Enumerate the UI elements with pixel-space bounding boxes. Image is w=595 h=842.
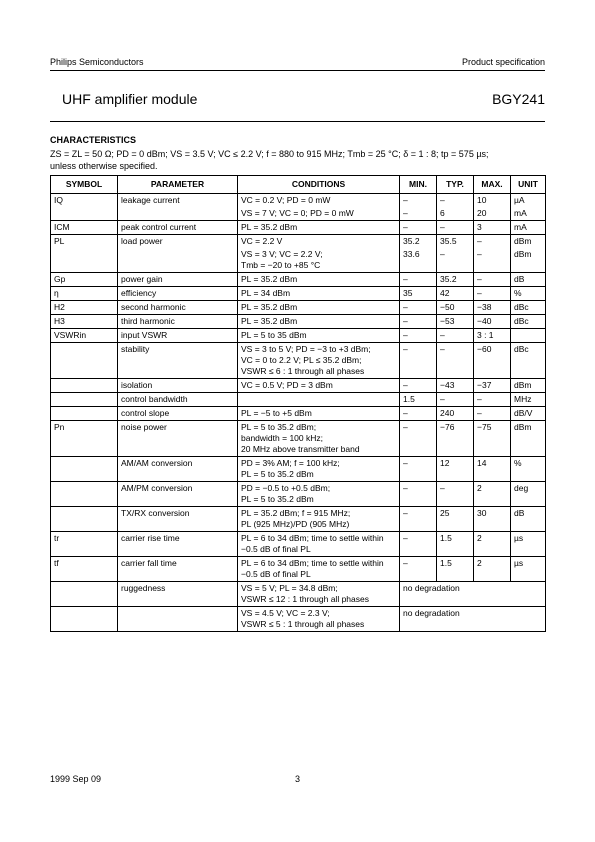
cell-typ: −53 <box>437 315 474 329</box>
cell-symbol: PL <box>51 235 118 249</box>
cell-symbol: IQ <box>51 194 118 208</box>
cell-conditions: VS = 3 to 5 V; PD = −3 to +3 dBm; VC = 0 to 2.2 V; PL ≤ 35.2 dBm; VSWR ≤ 6 : 1 through all phases <box>238 343 400 379</box>
cell-parameter <box>118 248 238 273</box>
cell-typ: 240 <box>437 407 474 421</box>
cell-min: – <box>400 207 437 221</box>
cell-parameter: leakage current <box>118 194 238 208</box>
cell-max: 2 <box>474 482 511 507</box>
characteristics-table <box>50 175 546 632</box>
cell-unit: dBm <box>511 379 546 393</box>
cell-parameter: TX/RX conversion <box>118 507 238 532</box>
footer-page-number: 3 <box>295 774 301 784</box>
page-title: UHF amplifier module <box>62 91 198 107</box>
table-row <box>51 287 546 301</box>
table-row <box>51 194 546 208</box>
table-row <box>51 393 546 407</box>
cell-conditions: PD = −0.5 to +0.5 dBm; PL = 5 to 35.2 dBm <box>238 482 400 507</box>
cell-parameter: isolation <box>118 379 238 393</box>
cell-unit: dB/V <box>511 407 546 421</box>
cell-min: 35 <box>400 287 437 301</box>
column-header: MIN. <box>400 176 437 194</box>
section-heading: CHARACTERISTICS <box>50 135 137 145</box>
cell-typ: −43 <box>437 379 474 393</box>
cell-parameter: input VSWR <box>118 329 238 343</box>
table-row <box>51 329 546 343</box>
cell-typ: – <box>437 482 474 507</box>
cell-min: – <box>400 457 437 482</box>
cell-symbol: H2 <box>51 301 118 315</box>
cell-parameter: efficiency <box>118 287 238 301</box>
header-rule <box>50 70 545 71</box>
table-row <box>51 407 546 421</box>
cell-conditions: PL = 35.2 dBm; f = 915 MHz; PL (925 MHz)/PD (905 MHz) <box>238 507 400 532</box>
table-row <box>51 248 546 273</box>
cell-unit: dB <box>511 507 546 532</box>
header-doc-type: Product specification <box>461 57 545 67</box>
cell-unit: mA <box>511 221 546 235</box>
column-header: SYMBOL <box>51 176 118 194</box>
cell-max: 30 <box>474 507 511 532</box>
cell-symbol: tf <box>51 557 118 582</box>
cell-min: 1.5 <box>400 393 437 407</box>
cell-symbol <box>51 393 118 407</box>
cell-parameter: second harmonic <box>118 301 238 315</box>
cell-parameter: AM/PM conversion <box>118 482 238 507</box>
column-header: CONDITIONS <box>238 176 400 194</box>
cell-min: – <box>400 273 437 287</box>
cell-conditions: PL = 6 to 34 dBm; time to settle within −0.5 dB of final PL <box>238 532 400 557</box>
cell-min: – <box>400 379 437 393</box>
conditions-line-1: ZS = ZL = 50 Ω; PD = 0 dBm; VS = 3.5 V; VC ≤ 2.2 V; f = 880 to 915 MHz; Tmb = 25 °C; δ = 1 : 8; tp = 575 µs; <box>50 149 489 159</box>
cell-typ: −76 <box>437 421 474 457</box>
cell-conditions: VS = 4.5 V; VC = 2.3 V; VSWR ≤ 5 : 1 through all phases <box>238 607 400 632</box>
cell-max: −38 <box>474 301 511 315</box>
cell-max: – <box>474 287 511 301</box>
cell-parameter: ruggedness <box>118 582 238 607</box>
table-body <box>51 194 546 632</box>
table-row <box>51 507 546 532</box>
cell-unit: mA <box>511 207 546 221</box>
cell-typ: 35.2 <box>437 273 474 287</box>
cell-max: −75 <box>474 421 511 457</box>
cell-unit: µs <box>511 532 546 557</box>
cell-max: 14 <box>474 457 511 482</box>
cell-conditions: VS = 3 V; VC = 2.2 V; Tmb = −20 to +85 °C <box>238 248 400 273</box>
cell-max: −40 <box>474 315 511 329</box>
cell-typ: 42 <box>437 287 474 301</box>
cell-typ: – <box>437 343 474 379</box>
cell-symbol <box>51 379 118 393</box>
table-row <box>51 207 546 221</box>
cell-typ: – <box>437 393 474 407</box>
cell-conditions: PL = 35.2 dBm <box>238 315 400 329</box>
cell-typ: 12 <box>437 457 474 482</box>
cell-min: – <box>400 329 437 343</box>
cell-parameter: load power <box>118 235 238 249</box>
part-number: BGY241 <box>492 91 545 107</box>
column-header: MAX. <box>474 176 511 194</box>
cell-symbol <box>51 407 118 421</box>
cell-max: −37 <box>474 379 511 393</box>
cell-symbol <box>51 457 118 482</box>
table-row <box>51 421 546 457</box>
cell-typ: – <box>437 221 474 235</box>
table-row <box>51 482 546 507</box>
cell-unit: dBc <box>511 343 546 379</box>
table-row <box>51 235 546 249</box>
cell-unit: µA <box>511 194 546 208</box>
cell-min: – <box>400 407 437 421</box>
cell-min: – <box>400 315 437 329</box>
cell-parameter: carrier rise time <box>118 532 238 557</box>
cell-typ: 6 <box>437 207 474 221</box>
table-row <box>51 557 546 582</box>
cell-parameter <box>118 607 238 632</box>
cell-typ: 1.5 <box>437 532 474 557</box>
cell-conditions: PL = −5 to +5 dBm <box>238 407 400 421</box>
table-row <box>51 457 546 482</box>
table-row <box>51 301 546 315</box>
cell-symbol: ICM <box>51 221 118 235</box>
cell-parameter: third harmonic <box>118 315 238 329</box>
cell-unit: % <box>511 457 546 482</box>
cell-symbol <box>51 582 118 607</box>
cell-max: – <box>474 407 511 421</box>
cell-unit: dB <box>511 273 546 287</box>
cell-unit: µs <box>511 557 546 582</box>
table-row <box>51 343 546 379</box>
title-rule <box>50 121 545 122</box>
table-row <box>51 273 546 287</box>
cell-unit <box>511 329 546 343</box>
table-row <box>51 532 546 557</box>
cell-parameter: carrier fall time <box>118 557 238 582</box>
column-header: UNIT <box>511 176 546 194</box>
table-row <box>51 221 546 235</box>
cell-max: 10 <box>474 194 511 208</box>
cell-conditions: PL = 6 to 34 dBm; time to settle within −0.5 dB of final PL <box>238 557 400 582</box>
cell-conditions: PL = 5 to 35 dBm <box>238 329 400 343</box>
cell-unit: dBc <box>511 301 546 315</box>
cell-conditions: PL = 35.2 dBm <box>238 221 400 235</box>
cell-symbol: H3 <box>51 315 118 329</box>
cell-parameter: peak control current <box>118 221 238 235</box>
cell-conditions: PL = 34 dBm <box>238 287 400 301</box>
cell-max: – <box>474 248 511 273</box>
table-row <box>51 607 546 632</box>
cell-max: 3 <box>474 221 511 235</box>
cell-parameter: control slope <box>118 407 238 421</box>
cell-min: – <box>400 507 437 532</box>
cell-typ: – <box>437 248 474 273</box>
header-company: Philips Semiconductors <box>50 57 144 67</box>
cell-typ: 1.5 <box>437 557 474 582</box>
cell-max: 2 <box>474 557 511 582</box>
cell-conditions: VS = 7 V; VC = 0; PD = 0 mW <box>238 207 400 221</box>
cell-max: −60 <box>474 343 511 379</box>
cell-symbol: tr <box>51 532 118 557</box>
cell-unit: deg <box>511 482 546 507</box>
cell-unit: dBc <box>511 315 546 329</box>
cell-min: – <box>400 421 437 457</box>
cell-conditions: PL = 5 to 35.2 dBm; bandwidth = 100 kHz; 20 MHz above transmitter band <box>238 421 400 457</box>
cell-parameter: stability <box>118 343 238 379</box>
cell-symbol <box>51 607 118 632</box>
cell-parameter: noise power <box>118 421 238 457</box>
cell-symbol: η <box>51 287 118 301</box>
cell-symbol: Gp <box>51 273 118 287</box>
cell-min: – <box>400 532 437 557</box>
cell-typ: 25 <box>437 507 474 532</box>
cell-conditions <box>238 393 400 407</box>
column-header: PARAMETER <box>118 176 238 194</box>
cell-unit: dBm <box>511 235 546 249</box>
cell-conditions: VS = 5 V; PL = 34.8 dBm; VSWR ≤ 12 : 1 through all phases <box>238 582 400 607</box>
cell-typ: – <box>437 194 474 208</box>
cell-symbol <box>51 343 118 379</box>
cell-symbol <box>51 248 118 273</box>
cell-parameter <box>118 207 238 221</box>
cell-min: – <box>400 557 437 582</box>
cell-unit: % <box>511 287 546 301</box>
cell-parameter: control bandwidth <box>118 393 238 407</box>
cell-conditions: PL = 35.2 dBm <box>238 301 400 315</box>
cell-max: 2 <box>474 532 511 557</box>
cell-symbol: Pn <box>51 421 118 457</box>
cell-unit: MHz <box>511 393 546 407</box>
cell-parameter: power gain <box>118 273 238 287</box>
cell-min: 35.2 <box>400 235 437 249</box>
table-header-row <box>51 176 546 194</box>
cell-max: 20 <box>474 207 511 221</box>
cell-min: – <box>400 301 437 315</box>
cell-min: – <box>400 482 437 507</box>
cell-unit: dBm <box>511 248 546 273</box>
cell-typ: −50 <box>437 301 474 315</box>
conditions-line-2: unless otherwise specified. <box>50 161 158 171</box>
cell-conditions: PL = 35.2 dBm <box>238 273 400 287</box>
cell-result: no degradation <box>400 582 546 607</box>
cell-max: – <box>474 273 511 287</box>
cell-symbol <box>51 507 118 532</box>
cell-min: 33.6 <box>400 248 437 273</box>
cell-typ: – <box>437 329 474 343</box>
table-row <box>51 379 546 393</box>
cell-symbol: VSWRin <box>51 329 118 343</box>
footer-date: 1999 Sep 09 <box>50 774 102 784</box>
table-row <box>51 582 546 607</box>
table-row <box>51 315 546 329</box>
cell-symbol <box>51 482 118 507</box>
cell-typ: 35.5 <box>437 235 474 249</box>
column-header: TYP. <box>437 176 474 194</box>
cell-conditions: VC = 0.5 V; PD = 3 dBm <box>238 379 400 393</box>
general-conditions <box>50 148 545 172</box>
cell-unit: dBm <box>511 421 546 457</box>
cell-symbol <box>51 207 118 221</box>
cell-min: – <box>400 343 437 379</box>
cell-max: 3 : 1 <box>474 329 511 343</box>
cell-result: no degradation <box>400 607 546 632</box>
cell-conditions: PD = 3% AM; f = 100 kHz; PL = 5 to 35.2 dBm <box>238 457 400 482</box>
cell-conditions: VC = 0.2 V; PD = 0 mW <box>238 194 400 208</box>
cell-min: – <box>400 221 437 235</box>
cell-parameter: AM/AM conversion <box>118 457 238 482</box>
cell-conditions: VC = 2.2 V <box>238 235 400 249</box>
cell-max: – <box>474 235 511 249</box>
cell-min: – <box>400 194 437 208</box>
cell-max: – <box>474 393 511 407</box>
